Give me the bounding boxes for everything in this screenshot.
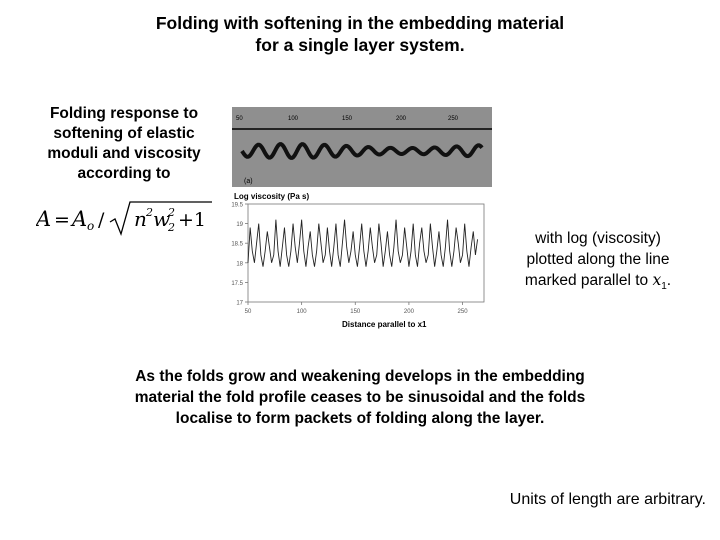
chart-ylabel: Log viscosity (Pa s)	[234, 192, 310, 201]
formula-slash: /	[98, 209, 105, 231]
y-tick-label: 17	[236, 300, 243, 307]
formula-a0-sub: o	[87, 219, 95, 233]
formula-a0: A	[72, 207, 88, 231]
right-caption-line-3	[508, 270, 688, 297]
bottom-paragraph	[70, 366, 650, 429]
x-tick-label: 250	[457, 309, 468, 315]
x1-subscript: 1	[661, 281, 667, 293]
formula-n-exp: 2	[146, 206, 153, 219]
y-tick-label: 18	[236, 261, 243, 268]
formula-plus-one: +1	[178, 209, 207, 231]
bottom-line-3: localise to form packets of folding along the layer.	[175, 410, 545, 427]
left-caption-line-3: moduli and viscosity	[47, 145, 201, 162]
formula-equals: =	[54, 209, 70, 231]
title-line-2: for a single layer system.	[255, 35, 465, 55]
y-tick-label: 18.5	[231, 241, 243, 248]
right-caption	[508, 228, 688, 297]
fold-profile-panel	[232, 107, 492, 187]
x-tick-label: 150	[350, 309, 361, 315]
fold-tick-label: 100	[288, 116, 299, 122]
period: .	[666, 272, 672, 289]
amplitude-formula	[36, 198, 216, 240]
x-tick-label: 50	[244, 309, 252, 315]
fold-tick-label: 200	[396, 116, 407, 122]
plot-frame	[248, 204, 484, 302]
left-caption-line-1: Folding response to	[49, 105, 199, 122]
slide-title	[60, 12, 660, 56]
bottom-line-2: material the fold profile ceases to be sinusoidal and the folds	[134, 389, 586, 406]
y-tick-label: 19	[236, 222, 243, 229]
x-tick-label: 100	[296, 309, 307, 315]
formula-n: n	[134, 207, 147, 231]
chart-xlabel: Distance parallel to x1	[342, 320, 427, 329]
title-line-1: Folding with softening in the embedding material	[155, 13, 565, 33]
x-tick-label: 200	[403, 309, 414, 315]
right-caption-line-3-text: marked parallel to	[524, 272, 653, 289]
y-tick-label: 19.5	[231, 202, 243, 209]
viscosity-chart	[222, 188, 498, 334]
x1-symbol: x	[652, 271, 662, 289]
footer-note: Units of length are arbitrary.	[509, 491, 706, 508]
left-caption	[30, 104, 218, 184]
fold-tick-label: 50	[236, 116, 243, 122]
formula-lhs: A	[36, 207, 52, 231]
fold-tick-label: 250	[448, 116, 459, 122]
right-caption-line-1: with log (viscosity)	[535, 230, 661, 247]
panel-a-label: (a)	[244, 178, 253, 185]
formula-w-exp: 2	[168, 206, 175, 219]
viscosity-series-line	[248, 220, 478, 267]
bottom-line-1: As the folds grow and weakening develops in the embedding	[135, 368, 585, 385]
right-caption-line-2: plotted along the line	[526, 251, 670, 268]
left-caption-line-2: softening of elastic	[53, 125, 195, 142]
fold-tick-label: 150	[342, 116, 353, 122]
formula-w: w	[153, 207, 171, 231]
left-caption-line-4: according to	[77, 165, 171, 182]
y-tick-label: 17.5	[231, 280, 243, 287]
formula-w-sub: 2	[168, 221, 175, 234]
